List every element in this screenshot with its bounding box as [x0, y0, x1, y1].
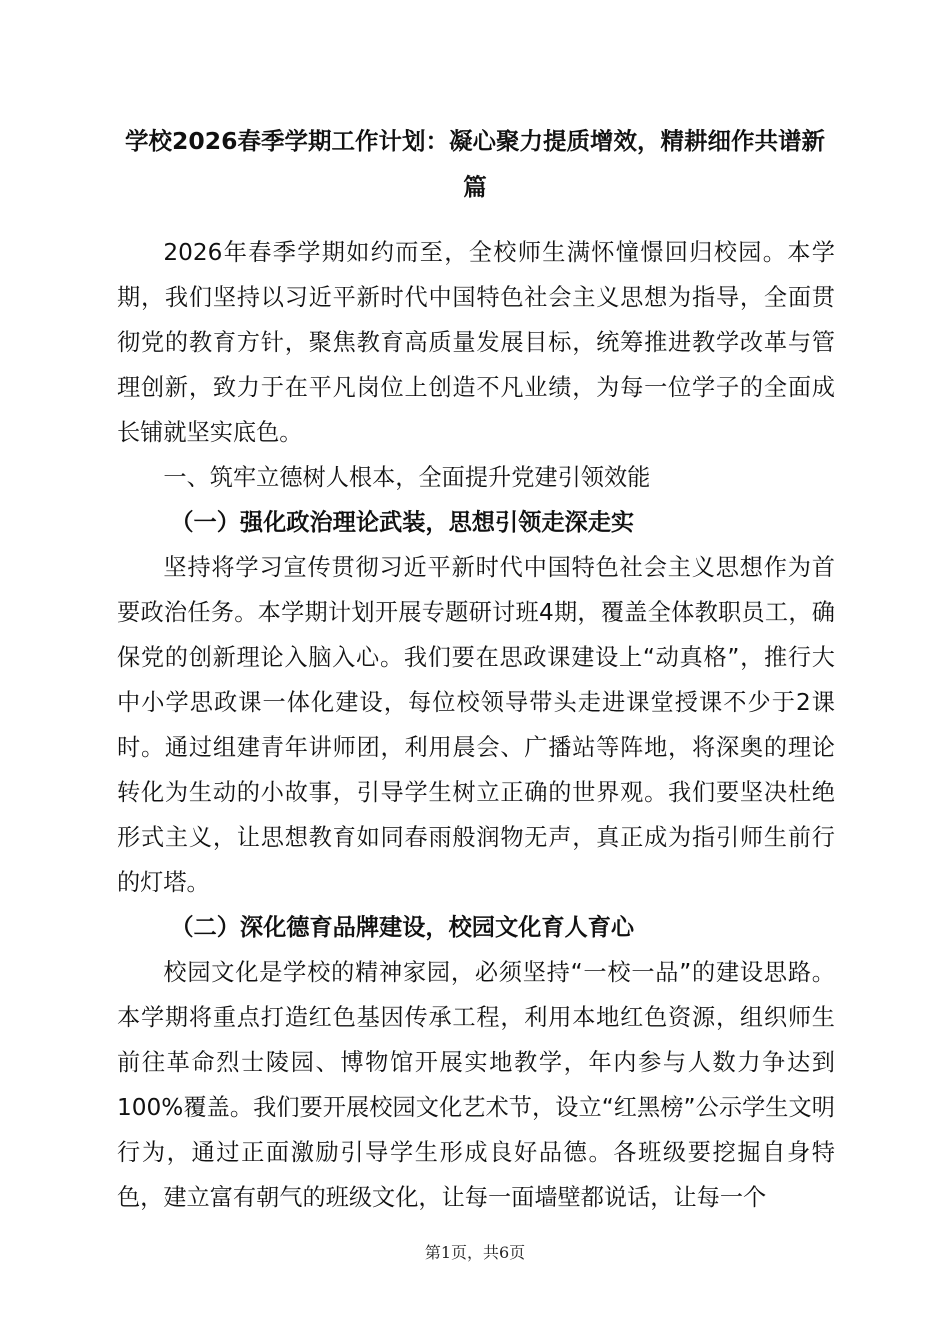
subsection-heading-1: （一）强化政治理论武装，思想引领走深走实: [170, 509, 635, 536]
page-footer: 第1页，共6页: [424, 1243, 526, 1262]
document-body: [117, 230, 835, 1220]
intro-paragraph: 2026年春季学期如约而至，全校师生满怀憧憬回归校园。本学期，我们坚持以习近平新时代中国特色社会主义思想为指导，全面贯彻党的教育方针，聚焦教育高质量发展目标，统筹推进教学改革与管理创新，致力于在平凡岗位上创造不凡业绩，为每一位学子的全面成长铺就坚实底色。: [117, 239, 835, 446]
document-title: 学校2026春季学期工作计划：凝心聚力提质增效，精耕细作共谱新篇: [125, 127, 825, 201]
section-heading-1: 一、筑牢立德树人根本，全面提升党建引领效能: [163, 464, 651, 491]
body-paragraph-1: 坚持将学习宣传贯彻习近平新时代中国特色社会主义思想作为首要政治任务。本学期计划开展专题研讨班4期，覆盖全体教职员工，确保党的创新理论入脑入心。我们要在思政课建设上“动真格”，推行大中小学思政课一体化建设，每位校领导带头走进课堂授课不少于2课时。通过组建青年讲师团，利用晨会、广播站等阵地，将深奥的理论转化为生动的小故事，引导学生树立正确的世界观。我们要坚决杜绝形式主义，让思想教育如同春雨般润物无声，真正成为指引师生前行的灯塔。: [117, 554, 835, 896]
subsection-heading-2: （二）深化德育品牌建设，校园文化育人育心: [170, 914, 635, 941]
body-paragraph-2: 校园文化是学校的精神家园，必须坚持“一校一品”的建设思路。本学期将重点打造红色基因传承工程，利用本地红色资源，组织师生前往革命烈士陵园、博物馆开展实地教学，年内参与人数力争达到100%覆盖。我们要开展校园文化艺术节，设立“红黑榜”公示学生文明行为，通过正面激励引导学生形成良好品德。各班级要挖掘自身特色，建立富有朝气的班级文化，让每一面墙壁都说话，让每一个: [117, 959, 835, 1211]
